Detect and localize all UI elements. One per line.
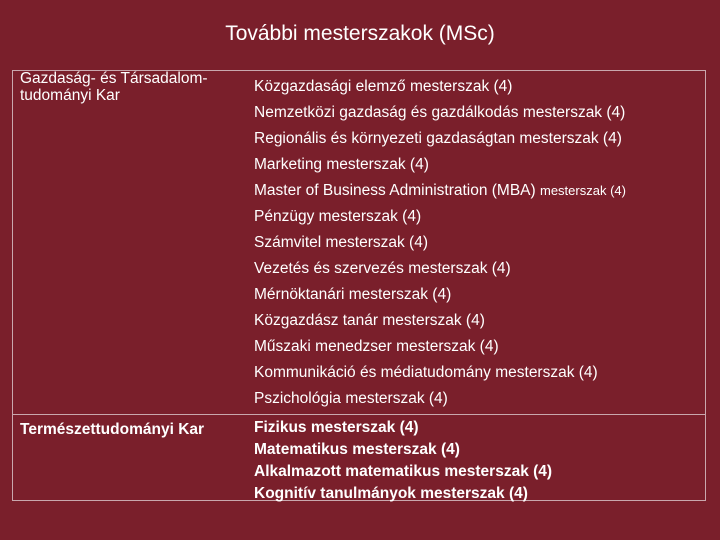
faculty-section-economics <box>12 70 706 412</box>
program-item: Számvitel mesterszak (4) <box>254 234 428 251</box>
program-item: Matematikus mesterszak (4) <box>254 441 460 458</box>
program-item: Közgazdasági elemző mesterszak (4) <box>254 78 513 95</box>
program-item: Műszaki menedzser mesterszak (4) <box>254 338 499 355</box>
program-item-label: Master of Business Administration (MBA) <box>254 182 536 199</box>
program-item: Nemzetközi gazdaság és gazdálkodás mesterszak (4) <box>254 104 626 121</box>
program-item: Mérnöktanári mesterszak (4) <box>254 286 452 303</box>
faculty-name: Gazdaság- és Társadalom-tudományi Kar <box>20 70 208 104</box>
program-list <box>254 417 706 505</box>
program-item: Regionális és környezeti gazdaságtan mesterszak (4) <box>254 130 622 147</box>
program-item: Pszichológia mesterszak (4) <box>254 390 448 407</box>
program-item: Marketing mesterszak (4) <box>254 156 429 173</box>
program-item: Kommunikáció és médiatudomány mesterszak (4) <box>254 364 598 381</box>
program-item-mba <box>254 178 706 204</box>
page-title: További mesterszakok (MSc) <box>225 22 495 45</box>
program-item: Kognitív tanulmányok mesterszak (4) <box>254 485 528 502</box>
program-list <box>254 70 706 412</box>
programs-table <box>12 70 706 505</box>
program-item: Pénzügy mesterszak (4) <box>254 208 422 225</box>
section-divider <box>12 414 706 415</box>
program-item: Alkalmazott matematikus mesterszak (4) <box>254 463 553 480</box>
program-item-suffix: mesterszak (4) <box>540 183 626 198</box>
program-item: Vezetés és szervezés mesterszak (4) <box>254 260 511 277</box>
faculty-name: Természettudományi Kar <box>20 421 205 438</box>
faculty-section-science <box>12 417 706 505</box>
program-item: Fizikus mesterszak (4) <box>254 419 419 436</box>
program-item: Közgazdász tanár mesterszak (4) <box>254 312 485 329</box>
